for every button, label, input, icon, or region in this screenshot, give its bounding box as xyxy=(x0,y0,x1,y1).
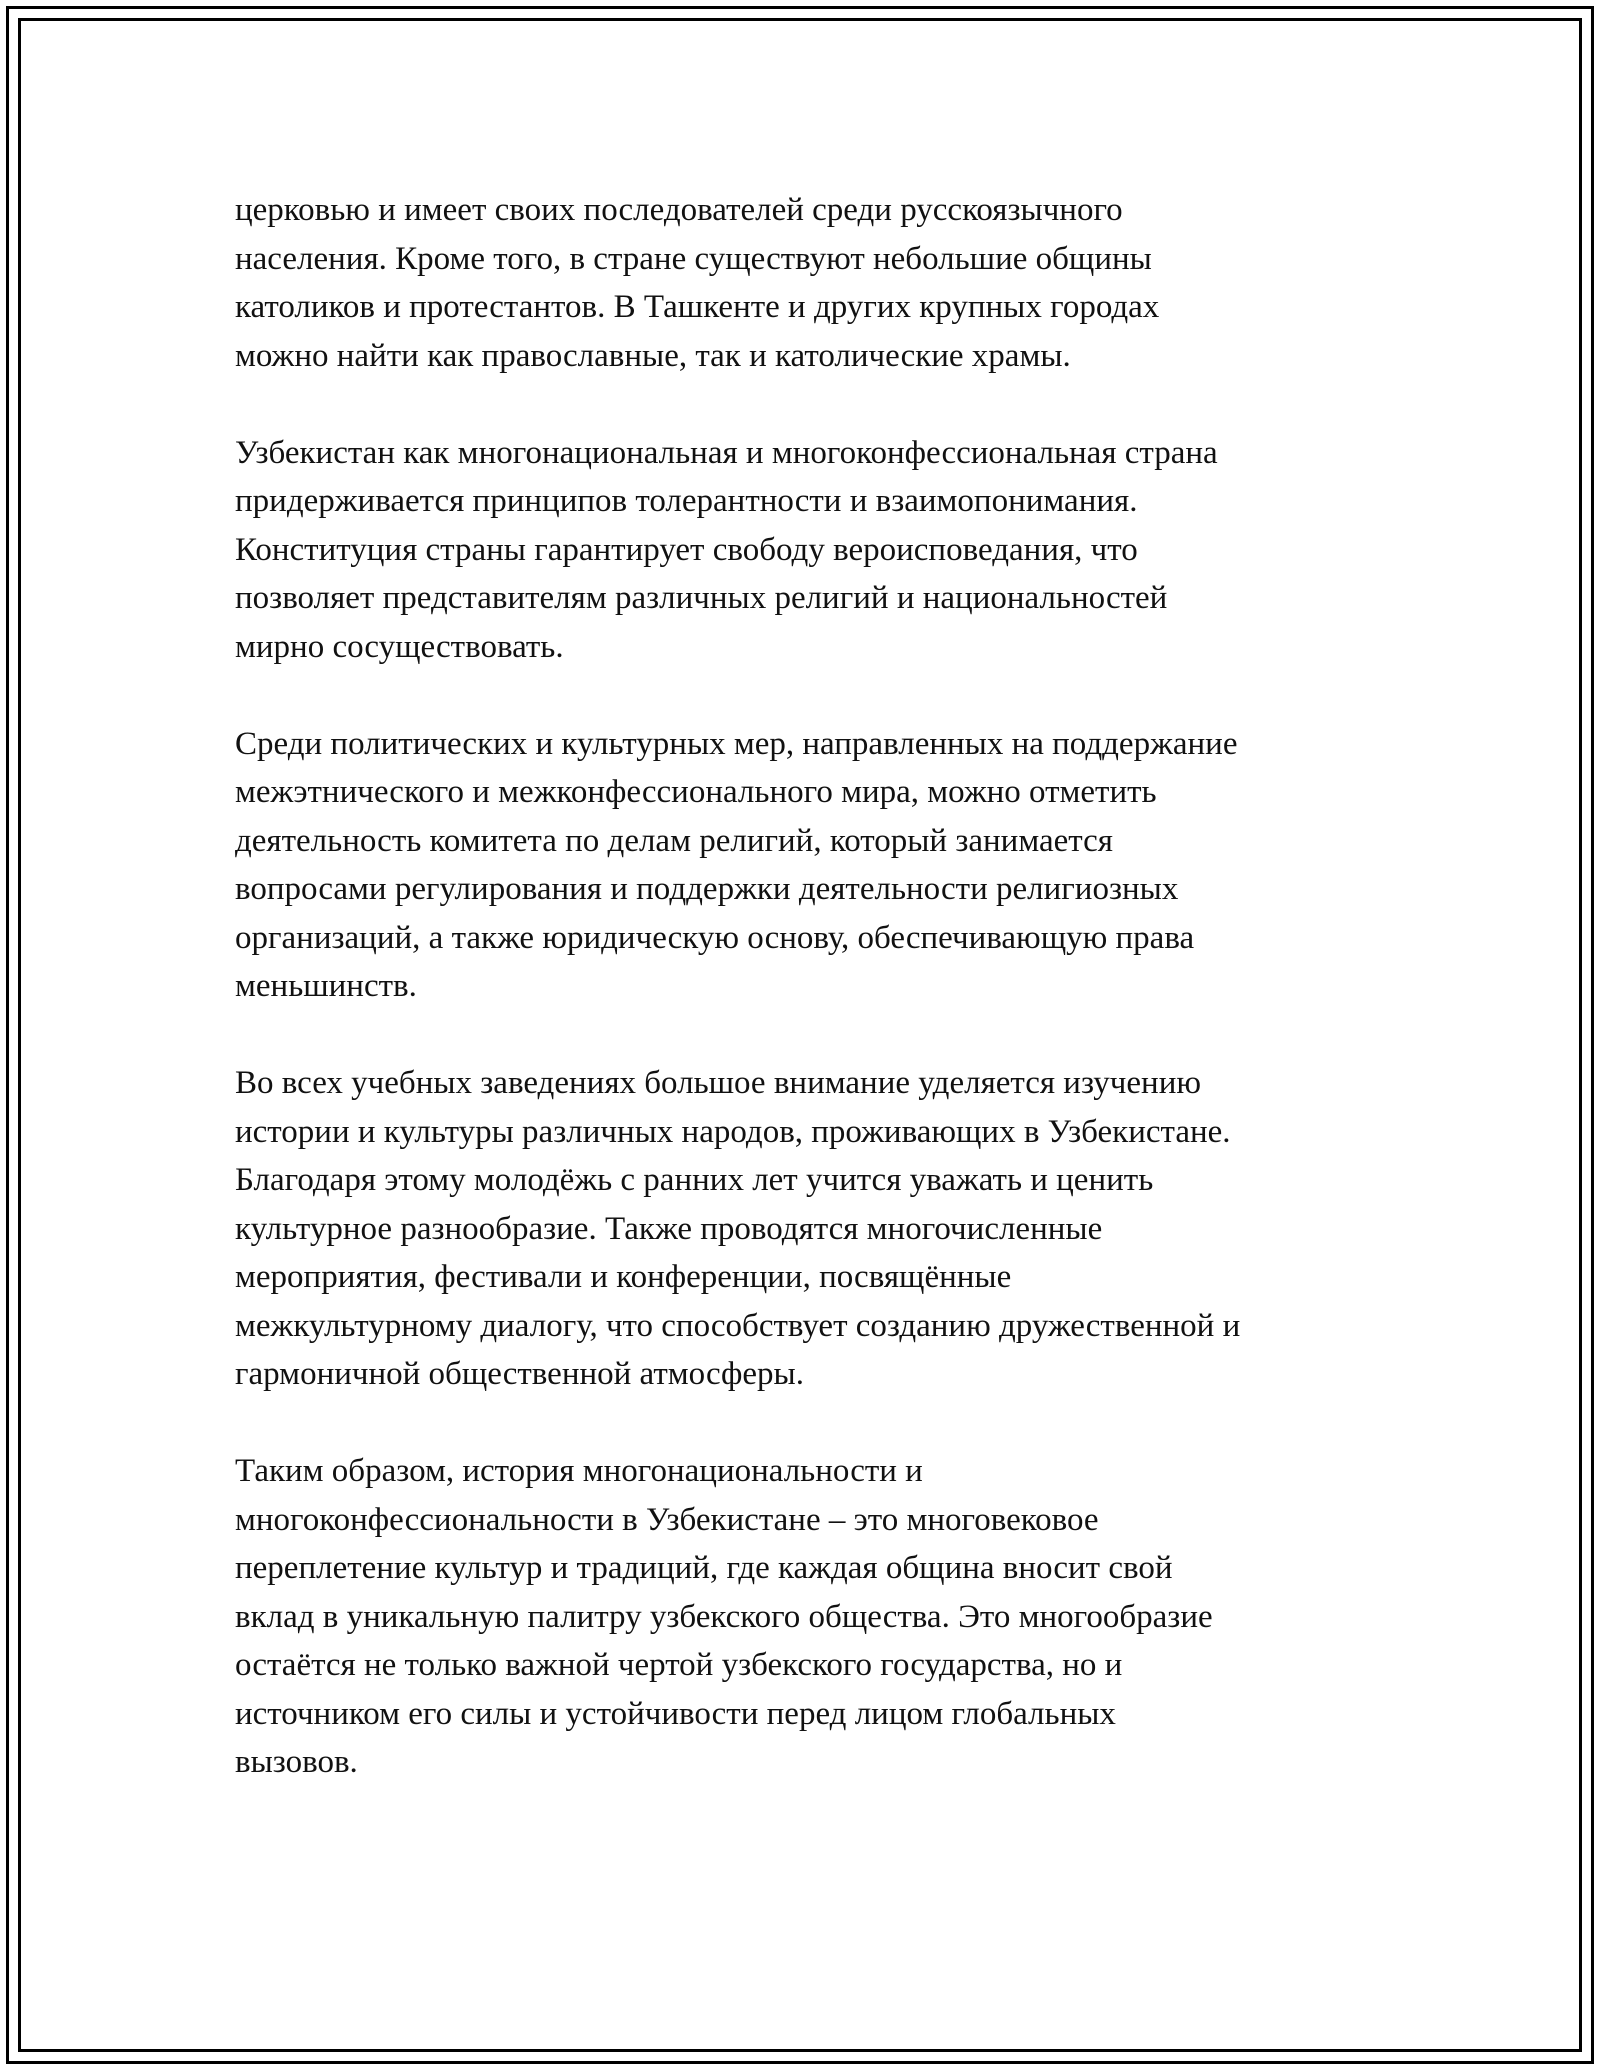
text-line: Во всех учебных заведениях большое внимание уделяется изучению xyxy=(235,1065,1202,1101)
text-line: Узбекистан как многонациональная и многоконфессиональная страна xyxy=(235,434,1218,471)
text-line: межкультурному диалогу, что способствует созданию дружественной и xyxy=(235,1307,1241,1344)
text-line: Благодаря этому молодёжь с ранних лет учится уважать и ценить xyxy=(235,1162,1154,1198)
text-line: меньшинств. xyxy=(235,968,417,1004)
text-line: межэтнического и межконфессионального мира, можно отметить xyxy=(235,774,1157,810)
paragraph-1 xyxy=(235,186,1385,380)
paragraph-4 xyxy=(235,1059,1385,1399)
text-line: вклад в уникальную палитру узбекского общества. Это многообразие xyxy=(235,1598,1213,1635)
text-line: позволяет представителям различных религий и национальностей xyxy=(235,580,1168,616)
text-line: остаётся не только важной чертой узбекского государства, но и xyxy=(235,1647,1123,1683)
text-line: мероприятия, фестивали и конференции, посвящённые xyxy=(235,1259,1012,1295)
text-line: деятельность комитета по делам религий, который занимается xyxy=(235,822,1113,859)
document-body xyxy=(235,186,1385,1835)
text-line: придерживается принципов толерантности и взаимопонимания. xyxy=(235,483,1138,519)
text-line: можно найти как православные, так и католические храмы. xyxy=(235,337,1071,374)
text-line: переплетение культур и традиций, где каждая община вносит свой xyxy=(235,1550,1173,1586)
paragraph-5 xyxy=(235,1447,1385,1787)
text-line: гармоничной общественной атмосферы. xyxy=(235,1356,804,1392)
text-line: мирно сосуществовать. xyxy=(235,628,564,665)
text-line: Таким образом, история многонациональности и xyxy=(235,1453,923,1489)
text-line: организаций, а также юридическую основу, обеспечивающую права xyxy=(235,919,1195,956)
text-line: Конституция страны гарантирует свободу вероисповедания, что xyxy=(235,531,1138,568)
text-line: Среди политических и культурных мер, направленных на поддержание xyxy=(235,725,1238,762)
text-line: церковью и имеет своих последователей среди русскоязычного xyxy=(235,192,1123,228)
text-line: вопросами регулирования и поддержки деятельности религиозных xyxy=(235,871,1179,907)
text-line: культурное разнообразие. Также проводятся многочисленные xyxy=(235,1210,1103,1247)
text-line: населения. Кроме того, в стране существуют небольшие общины xyxy=(235,240,1152,277)
text-line: многоконфессиональности в Узбекистане – это многовековое xyxy=(235,1501,1099,1538)
paragraph-3 xyxy=(235,720,1385,1011)
text-line: католиков и протестантов. В Ташкенте и других крупных городах xyxy=(235,289,1160,325)
text-line: вызовов. xyxy=(235,1744,358,1780)
text-line: истории и культуры различных народов, проживающих в Узбекистане. xyxy=(235,1113,1231,1150)
text-line: источником его силы и устойчивости перед лицом глобальных xyxy=(235,1695,1116,1732)
paragraph-2 xyxy=(235,429,1385,672)
